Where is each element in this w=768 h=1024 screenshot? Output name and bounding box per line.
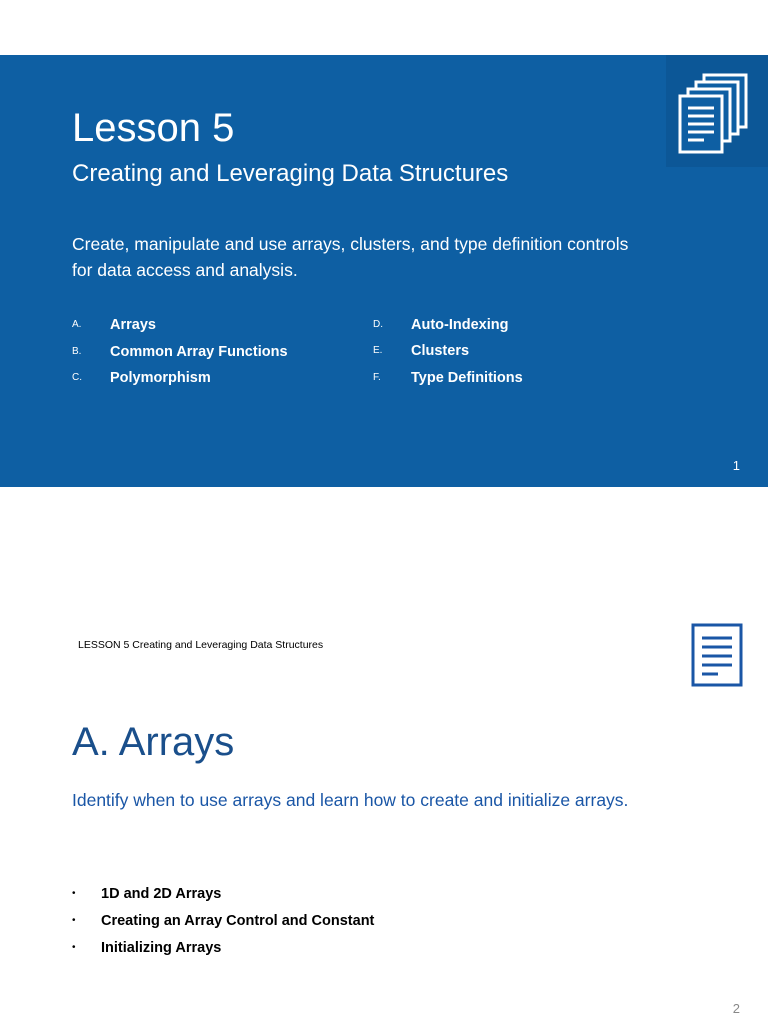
topic-letter: D.: [373, 319, 383, 330]
bullet-marker: •: [72, 942, 76, 953]
topic-letter: A.: [72, 319, 82, 330]
bullet-text: 1D and 2D Arrays: [101, 886, 222, 902]
slide-2: [0, 600, 768, 1024]
bullet-text: Creating an Array Control and Constant: [101, 913, 375, 929]
bullet-text: Initializing Arrays: [101, 940, 222, 956]
bullet-marker: •: [72, 888, 76, 899]
document-icon: [690, 622, 744, 688]
lesson-title: Lesson 5: [72, 106, 235, 150]
page-number: 1: [732, 458, 740, 473]
topic-letter: E.: [373, 345, 383, 356]
topic-label: Polymorphism: [110, 370, 211, 386]
topic-label: Arrays: [110, 317, 156, 333]
topic-letter: B.: [72, 346, 82, 357]
slide-1: [0, 55, 768, 487]
lesson-subtitle: Creating and Leveraging Data Structures: [72, 160, 509, 187]
section-description: Identify when to use arrays and learn how to create and initialize arrays.: [72, 790, 629, 810]
topic-label: Clusters: [411, 343, 470, 359]
topic-label: Type Definitions: [411, 370, 523, 386]
section-title: A. Arrays: [72, 720, 235, 764]
topic-letter: F.: [373, 372, 381, 383]
topic-letter: C.: [72, 372, 82, 383]
topic-label: Common Array Functions: [110, 344, 288, 360]
lesson-description: Create, manipulate and use arrays, clusters, and type definition controls for data access and analysis.: [72, 234, 629, 280]
bullet-marker: •: [72, 915, 76, 926]
page-number: 2: [732, 1001, 740, 1016]
slide-header: LESSON 5 Creating and Leveraging Data Structures: [78, 639, 324, 651]
documents-stack-icon: [666, 55, 768, 167]
topic-label: Auto-Indexing: [411, 317, 509, 333]
